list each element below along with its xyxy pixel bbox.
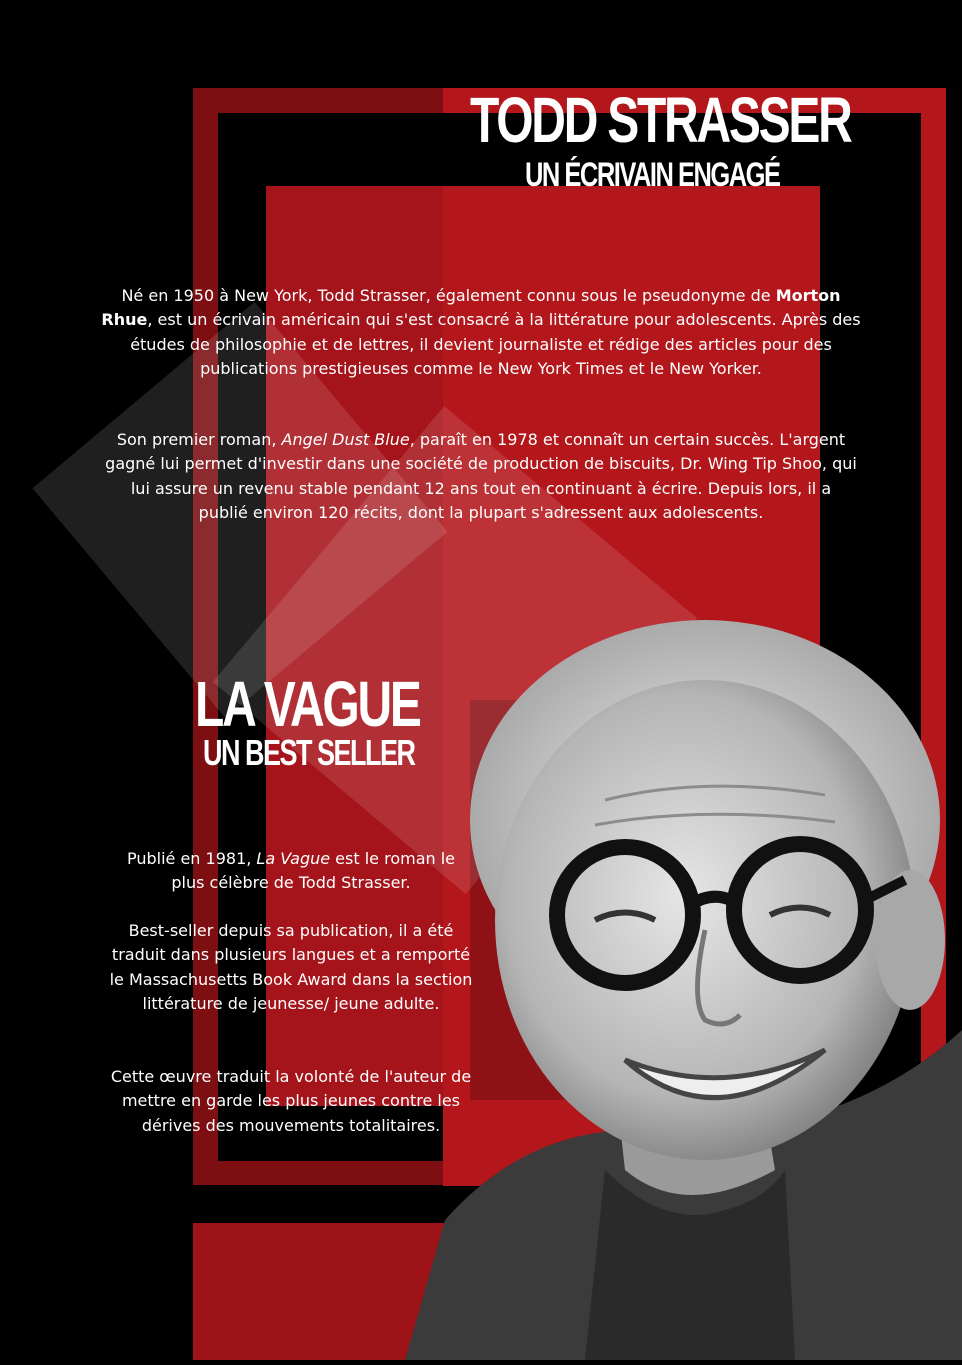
- section-text: Publié en 1981,: [126, 849, 257, 868]
- section-subtitle: UN BEST SELLER: [203, 732, 415, 773]
- page-title: TODD STRASSER: [470, 84, 851, 156]
- bio-paragraph-1: [95, 284, 867, 381]
- bio-text: Né en 1950 à New York, Todd Strasser, également connu sous le pseudonyme de: [121, 286, 776, 305]
- book-title: La Vague: [256, 849, 331, 868]
- bio-text: , est un écrivain américain qui s'est consacré à la littérature pour adolescents. Après des études de philosophie et de lettres, il devient journaliste et rédige des articles pour des publications prestigieuses comme le New York Times et le New Yorker.: [130, 310, 861, 378]
- bio-text: Son premier roman,: [116, 430, 282, 449]
- bio-paragraph-2: [105, 428, 857, 525]
- pseudonym: Morton Rhue: [101, 286, 841, 330]
- section-paragraph-2: Best-seller depuis sa publication, il a été traduit dans plusieurs langues et a remporté le Massachusetts Book Award dans la section littérature de jeunesse/ jeune adulte.: [109, 921, 473, 1013]
- bio-text: , paraît en 1978 et connaît un certain succès. L'argent gagné lui permet d'investir dans une société de production de biscuits, Dr. Wing Tip Shoo, qui lui assure un revenu stable pendant 12 ans tout en continuant à écrire. Depuis lors, il a publié environ 120 récits, dont la plupart s'adressent aux adolescents.: [105, 430, 857, 522]
- section-title: LA VAGUE: [195, 668, 420, 740]
- book-title: Angel Dust Blue: [281, 430, 410, 449]
- section-paragraph-1: [108, 847, 474, 896]
- section-paragraph-3: Cette œuvre traduit la volonté de l'auteur de mettre en garde les plus jeunes contre les dérives des mouvements totalitaires.: [110, 1067, 472, 1135]
- author-portrait: [405, 610, 962, 1360]
- section-text: est le roman le plus célèbre de Todd Strasser.: [171, 849, 456, 893]
- page-subtitle: UN ÉCRIVAIN ENGAGÉ: [525, 156, 780, 194]
